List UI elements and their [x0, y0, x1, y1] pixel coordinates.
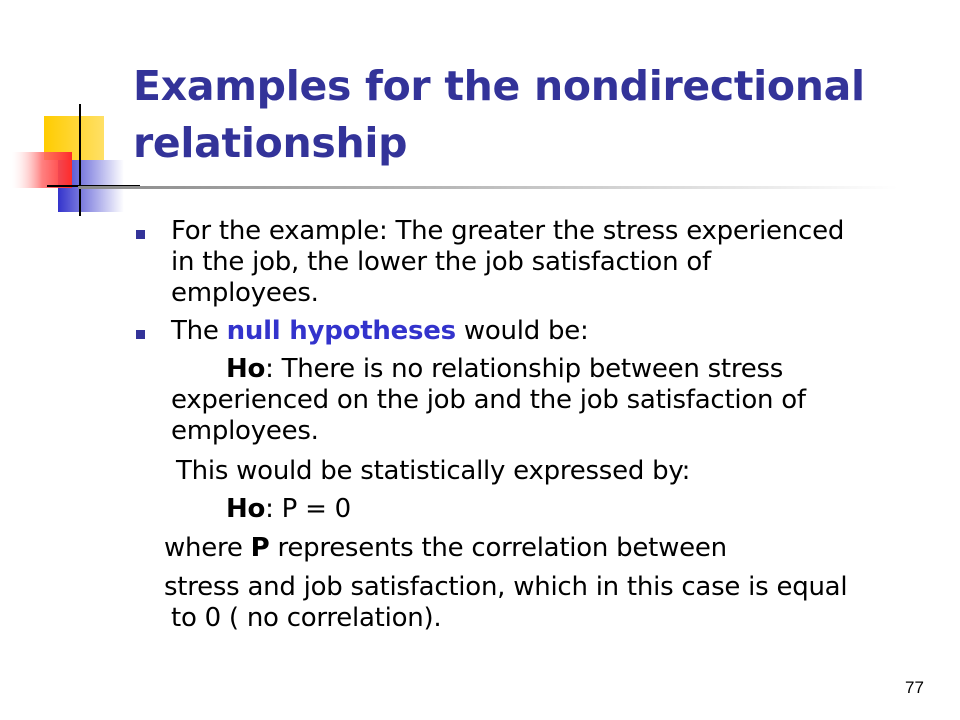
ho-statement-line1: [226, 356, 783, 382]
ho-formula-rest: : P = 0: [265, 494, 351, 524]
page-number: 77: [905, 678, 924, 697]
where-line3: to 0 ( no correlation).: [171, 603, 442, 633]
where-line1: [164, 535, 727, 561]
where-line2: stress and job satisfaction, which in this case is equal: [164, 572, 848, 602]
bullet2-prefix: The: [171, 316, 227, 346]
bullet1-line1: For the example: The greater the stress experienced: [171, 216, 845, 246]
bullet1-line2: in the job, the lower the job satisfaction of: [171, 247, 711, 277]
where-rest: represents the correlation between: [269, 533, 727, 563]
bullet2-line: [171, 318, 589, 344]
ho-statement-rest: : There is no relationship between stress: [265, 354, 784, 384]
ho-formula-line: [226, 496, 351, 522]
ho-formula-label: Ho: [226, 494, 266, 524]
ho-statement-line3: employees.: [171, 416, 319, 446]
title-line-2: relationship: [133, 119, 408, 167]
where-symbol: P: [250, 533, 270, 563]
statistical-expression-line: This would be statistically expressed by:: [176, 456, 691, 486]
bullet2-suffix: would be:: [455, 316, 589, 346]
ho-statement-line2: experienced on the job and the job satisfaction of: [171, 385, 806, 415]
bullet-marker-2: [136, 330, 145, 339]
bullet1-line3: employees.: [171, 278, 319, 308]
null-hypotheses-term: null hypotheses: [226, 316, 456, 346]
title-line-1: Examples for the nondirectional: [133, 62, 865, 110]
bullet-marker-1: [136, 230, 145, 239]
where-prefix: where: [164, 533, 251, 563]
ho-label: Ho: [226, 354, 266, 384]
